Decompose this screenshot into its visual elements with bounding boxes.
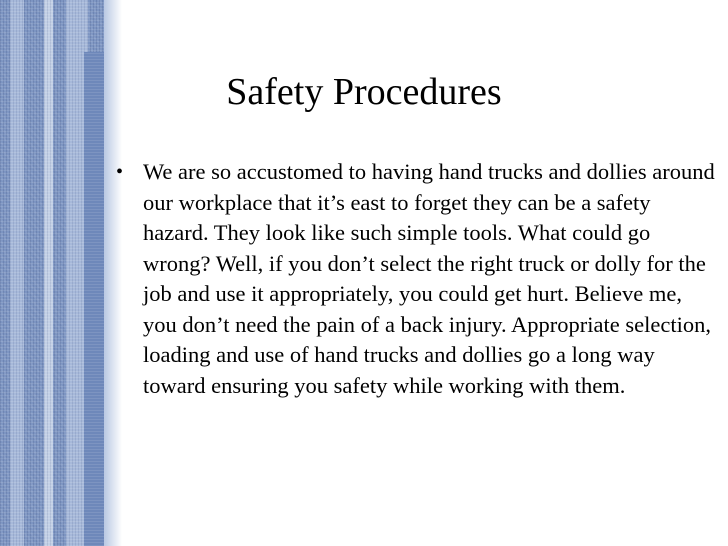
bullet-dot-icon: • <box>116 161 124 183</box>
band-vertical-bar <box>84 52 106 546</box>
slide-title: Safety Procedures <box>226 71 502 113</box>
band-stripe <box>10 0 24 546</box>
band-stripe <box>44 0 53 546</box>
bullet-text: We are so accustomed to having hand trucks and dollies around our workplace that it’s east to forget they can be a safety hazard. They look like such simple tools. What could go wrong? Well, if you don’t select the right truck or dolly for the job and use it appropriately, you could get hurt. Believe me, you don’t need the pain of a back injury. Appropriate selection, loading and use of hand trucks and dollies go a long way toward ensuring you safety while working with them. <box>143 159 715 398</box>
